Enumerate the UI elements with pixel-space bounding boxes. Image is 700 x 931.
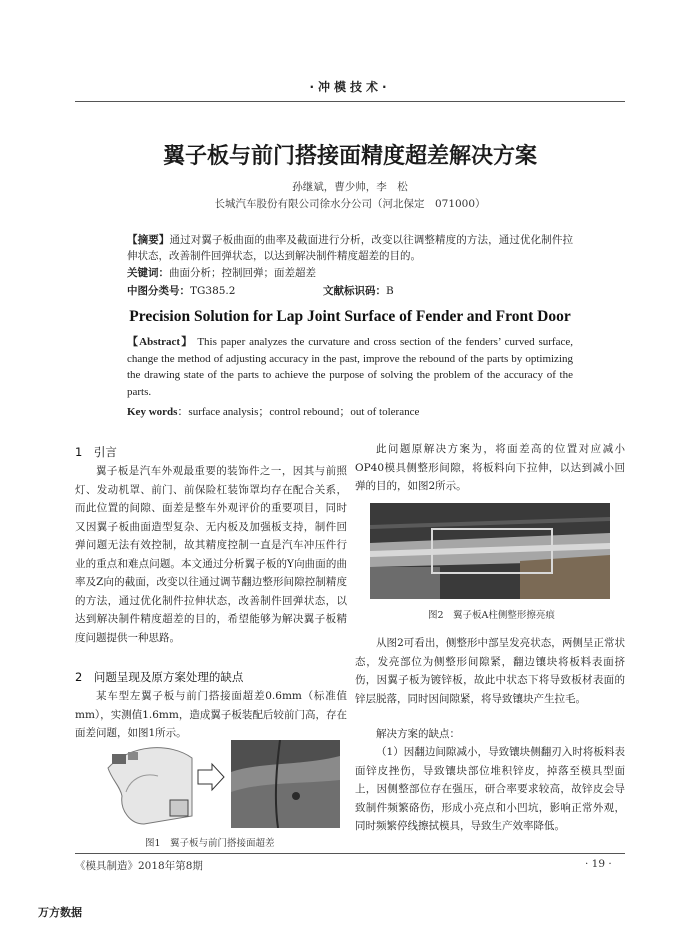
clc-value: TG385.2 [190,285,236,297]
footer-divider [75,853,625,854]
right-paragraph-4: （1）因翻边间隙减小，导致镶块侧翻刃入时将板料表面锌皮挫伤，导致镶块部位堆积锌皮，掉落至模具型面上，因侧整部位存在强压，研合率要求较高，故锌皮会导致制件频繁硌伤，形成小亮点和小凹坑，影响正常外观，同时频繁停线擦拭模具，导致生产效率降低。 [355,746,625,832]
keywords-cn [127,265,573,281]
affiliation: 长城汽车股份有限公司徐水分公司（河北保定 071000） [214,198,486,210]
abstract-cn-label: 【摘要】 [127,234,170,246]
keywords-cn-label: 关键词： [127,267,169,279]
figure-1 [100,740,340,828]
doc-code-value: B [386,285,394,297]
figure-2-image [370,503,610,599]
figure-1-image [100,740,340,828]
clc-label: 中图分类号： [127,285,190,297]
figure-1-caption: 图1 翼子板与前门搭接面超差 [145,838,275,849]
doc-code-label: 文献标识码： [323,285,386,297]
header-divider [75,101,625,102]
footer-page-number: · 19 · [585,858,612,870]
right-paragraph-3: 解决方案的缺点： [376,728,460,740]
abstract-en-text: This paper analyzes the curvature and cross section of the fenders’ curved surface, change the method of adjusting accuracy in the past, improve the rebound of the parts by optimizing the drawing state of the parts to achieve the purpose of solving the problem of the accuracy of the parts. [127,336,573,398]
clc-number [127,283,235,299]
document-code [323,283,394,299]
keywords-cn-text: 曲面分析；控制回弹；面差超差 [169,267,316,279]
footer-journal: 《模具制造》2018年第8期 [75,860,203,872]
watermark: 万方数据 [38,906,82,919]
figure-2 [370,503,610,599]
keywords-en-text: ：surface analysis；control rebound；out of tolerance [177,406,420,418]
keywords-en [127,403,573,419]
abstract-en-label: 【Abstract】 [127,336,194,348]
abstract-cn [127,232,573,264]
keywords-en-label: Key words [127,406,178,418]
right-paragraph-1: 此问题原解决方案为，将面差高的位置对应减小OP40模具侧整形间隙，将板料向下拉伸，以达到减小回弹的目的，如图2所示。 [355,443,625,492]
section-2-paragraph: 某车型左翼子板与前门搭接面超差0.6mm（标准值mm），实测值1.6mm，造成翼子板装配后较前门高，存在面差问题，如图1所示。 [75,690,347,739]
article-title-cn: 翼子板与前门搭接面精度超差解决方案 [162,144,537,169]
article-title-en: Precision Solution for Lap Joint Surface of Fender and Front Door [129,308,571,325]
abstract-cn-text: 通过对翼子板曲面的曲率及截面进行分析，改变以往调整精度的方法，通过优化制件拉伸状态，改善制件回弹状态，以达到解决制件精度超差的目的。 [127,234,574,262]
right-paragraph-2: 从图2可看出，侧整形中部呈发亮状态，两侧呈正常状态，发亮部位为侧整形间隙紧，翻边镶块将板料表面挤伤，因翼子板为镀锌板，故此中状态下将导致板材表面的锌层脱落，同时因间隙紧，将导致镶块产生拉毛。 [355,637,625,705]
abstract-en [127,334,573,400]
figure-2-caption: 图2 翼子板A柱侧整形擦亮痕 [428,610,555,621]
section-2-heading: 2 问题呈现及原方案处理的缺点 [75,670,244,684]
section-1-heading: 1 引言 [75,445,117,459]
authors: 孙继斌，曹少帅，李 松 [292,181,408,193]
section-1-paragraph: 翼子板是汽车外观最重要的装饰件之一，因其与前照灯、发动机罩、前门、前保险杠装饰罩均存在配合关系，而此位置的间隙、面差是整车外观评价的重要项目，同时又因翼子板曲面造型复杂、无内板及加强板支持，制件回弹问题无法有效控制，故其精度控制一直是汽车冲压件行业的重点和难点问题。本文通过分析翼子板的Y向曲面的曲率及Z向的截面，改变以往通过调节翻边整形间隙控制精度的方法，通过优化制件拉伸状态，改善制件回弹状态，以达到解决制件精度超差的目的，希望能够为解决翼子板精度问题提供一种思路。 [75,465,347,644]
section-header: ·冲模技术· [309,80,391,94]
